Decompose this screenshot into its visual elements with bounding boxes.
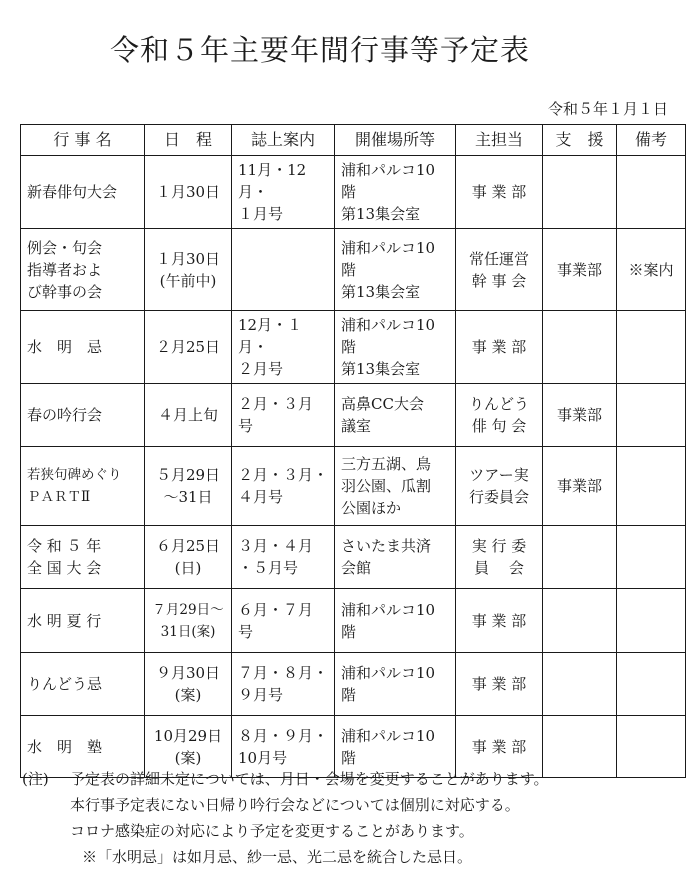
note-text: ※「水明忌」は如月忌、紗一忌、光二忌を統合した忌日。 <box>82 848 473 866</box>
table-row <box>21 447 686 526</box>
event-notice: ６月・７月 号 <box>232 589 335 653</box>
header-support: 支 援 <box>543 125 617 156</box>
header-date: 日 程 <box>145 125 232 156</box>
event-lead: 事 業 部 <box>456 716 543 778</box>
event-venue: 浦和パルコ10階 第13集会室 <box>335 156 456 229</box>
event-notice: 11月・12月・ １月号 <box>232 156 335 229</box>
note-row <box>22 818 549 844</box>
event-remarks: ※案内 <box>617 229 686 311</box>
table-row <box>21 156 686 229</box>
event-notice: 12月・１月・ ２月号 <box>232 311 335 384</box>
event-notice: ３月・４月 ・５月号 <box>232 526 335 589</box>
table-row <box>21 384 686 447</box>
event-remarks <box>617 589 686 653</box>
event-venue: 高鼻CC大会 議室 <box>335 384 456 447</box>
event-lead: ツアー実 行委員会 <box>456 447 543 526</box>
event-remarks <box>617 311 686 384</box>
event-date: １月30日 <box>145 156 232 229</box>
notes-section <box>22 766 549 870</box>
event-name: 春の吟行会 <box>21 384 145 447</box>
event-date: １月30日 (午前中) <box>145 229 232 311</box>
event-date: ４月上旬 <box>145 384 232 447</box>
event-support <box>543 311 617 384</box>
event-venue: 浦和パルコ10階 第13集会室 <box>335 229 456 311</box>
event-lead: 事 業 部 <box>456 311 543 384</box>
event-venue: さいたま共済 会館 <box>335 526 456 589</box>
note-row <box>22 792 549 818</box>
event-name: 若狭句碑めぐり ＰＡＲＴⅡ <box>21 447 145 526</box>
event-lead: 実 行 委 員 会 <box>456 526 543 589</box>
event-lead: 事 業 部 <box>456 589 543 653</box>
event-remarks <box>617 384 686 447</box>
table-row <box>21 589 686 653</box>
event-name: 新春俳句大会 <box>21 156 145 229</box>
table-row <box>21 311 686 384</box>
event-venue: 浦和パルコ10階 <box>335 653 456 716</box>
event-date: ５月29日 ～31日 <box>145 447 232 526</box>
notes-label: (注) <box>22 770 49 788</box>
event-support <box>543 716 617 778</box>
event-support: 事業部 <box>543 229 617 311</box>
event-name: 令 和 ５ 年 全 国 大 会 <box>21 526 145 589</box>
event-name: 水 明 塾 <box>21 716 145 778</box>
event-date: ７月29日～ 31日(案) <box>145 589 232 653</box>
event-remarks <box>617 653 686 716</box>
event-venue: 浦和パルコ10階 <box>335 589 456 653</box>
event-lead: 常任運営 幹 事 会 <box>456 229 543 311</box>
page-title: 令和５年主要年間行事等予定表 <box>109 33 530 67</box>
event-remarks <box>617 447 686 526</box>
note-row <box>22 766 549 792</box>
header-lead: 主担当 <box>456 125 543 156</box>
note-text: 本行事予定表にない日帰り吟行会などについては個別に対応する。 <box>70 796 520 814</box>
event-lead: 事 業 部 <box>456 156 543 229</box>
event-support <box>543 589 617 653</box>
event-support: 事業部 <box>543 384 617 447</box>
note-text: 予定表の詳細未定については、月日・会場を変更することがあります。 <box>70 770 549 788</box>
event-name: 例会・句会 指導者およ び幹事の会 <box>21 229 145 311</box>
event-name: 水 明 忌 <box>21 311 145 384</box>
event-venue: 浦和パルコ10階 第13集会室 <box>335 311 456 384</box>
event-support <box>543 156 617 229</box>
event-date: ２月25日 <box>145 311 232 384</box>
event-date: ６月25日 (日) <box>145 526 232 589</box>
event-remarks <box>617 716 686 778</box>
event-support <box>543 526 617 589</box>
event-venue: 三方五湖、鳥 羽公園、瓜割 公園ほか <box>335 447 456 526</box>
event-remarks <box>617 526 686 589</box>
event-date: ９月30日 (案) <box>145 653 232 716</box>
event-notice: ２月・３月・ ４月号 <box>232 447 335 526</box>
event-date: 10月29日 (案) <box>145 716 232 778</box>
event-notice: ７月・８月・ ９月号 <box>232 653 335 716</box>
header-notice: 誌上案内 <box>232 125 335 156</box>
note-row <box>22 844 549 870</box>
header-event: 行 事 名 <box>21 125 145 156</box>
event-notice: ２月・３月 号 <box>232 384 335 447</box>
event-lead: りんどう 俳 句 会 <box>456 384 543 447</box>
table-row <box>21 526 686 589</box>
event-name: りんどう忌 <box>21 653 145 716</box>
table-row <box>21 229 686 311</box>
header-remarks: 備考 <box>617 125 686 156</box>
schedule-table <box>20 124 686 778</box>
table-row <box>21 653 686 716</box>
header-venue: 開催場所等 <box>335 125 456 156</box>
event-support <box>543 653 617 716</box>
event-support: 事業部 <box>543 447 617 526</box>
document-date: 令和５年１月１日 <box>547 100 668 118</box>
event-venue: 浦和パルコ10階 <box>335 716 456 778</box>
event-notice <box>232 229 335 311</box>
note-text: コロナ感染症の対応により予定を変更することがあります。 <box>70 822 474 840</box>
event-remarks <box>617 156 686 229</box>
event-notice: ８月・９月・ 10月号 <box>232 716 335 778</box>
event-name: 水 明 夏 行 <box>21 589 145 653</box>
event-lead: 事 業 部 <box>456 653 543 716</box>
table-header-row <box>21 125 686 156</box>
